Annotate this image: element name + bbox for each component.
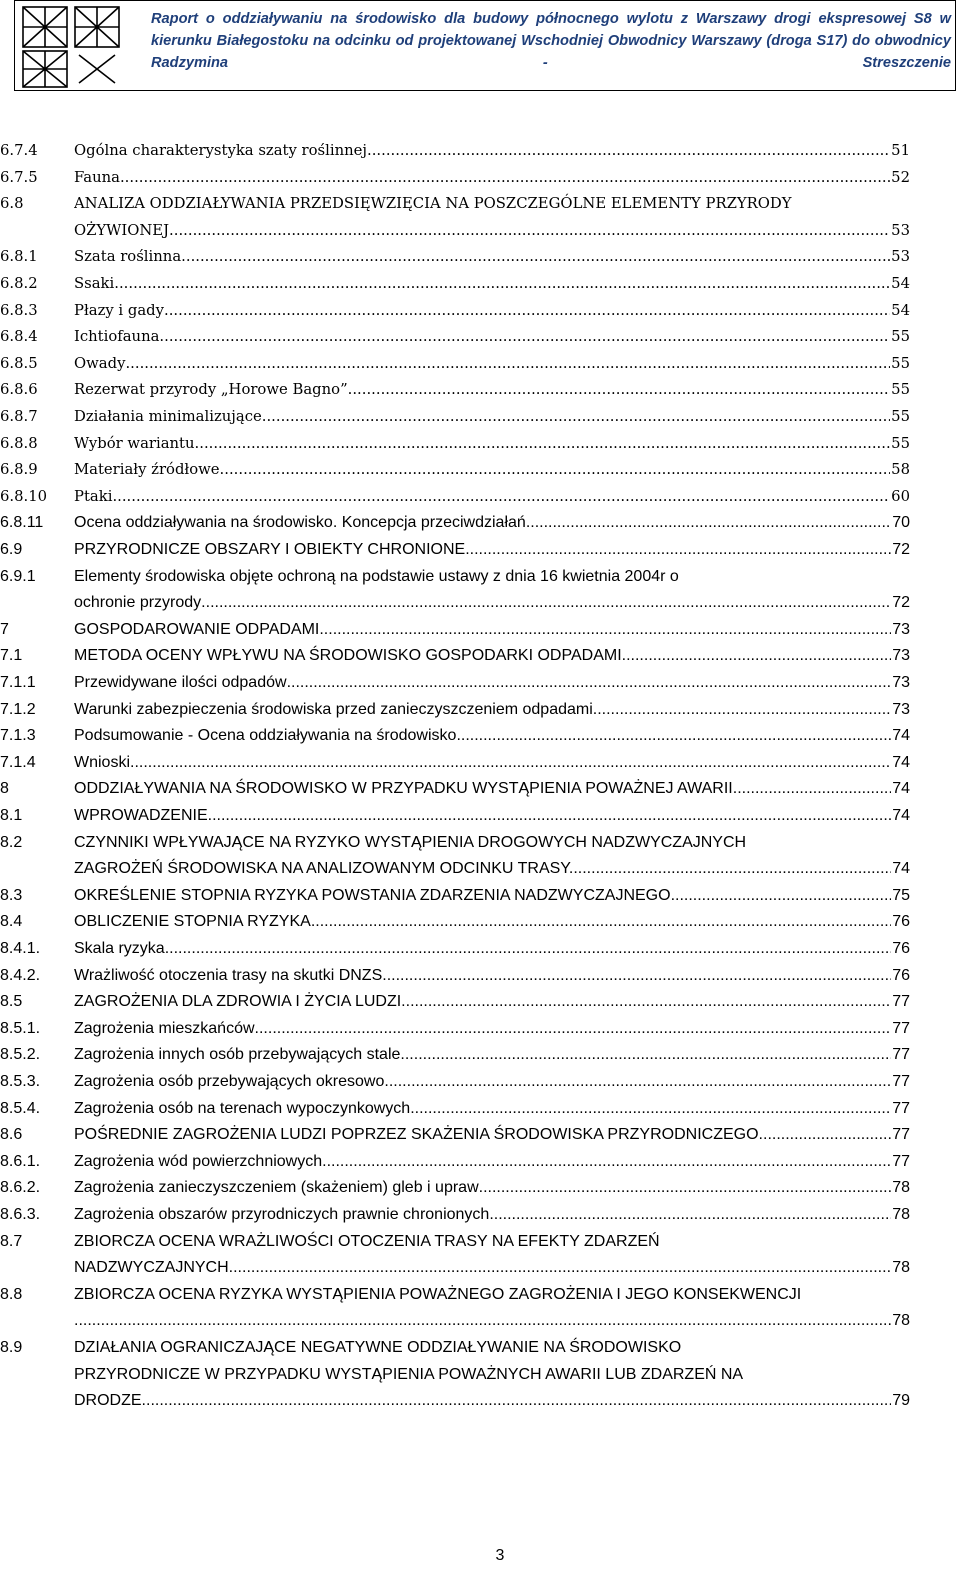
toc-entry-title: POŚREDNIE ZAGROŻENIA LUDZI POPRZEZ SKAŻENIA ŚRODOWISKA PRZYRODNICZEGO <box>74 1126 759 1144</box>
toc-entry[interactable] <box>0 510 960 537</box>
toc-entry-page: 74 <box>892 727 910 745</box>
dot-leader <box>456 723 891 749</box>
toc-entry-title: Ichtiofauna. <box>74 328 165 346</box>
toc-entry[interactable] <box>0 457 960 484</box>
toc-entry-title: Przewidywane ilości odpadów <box>74 674 287 691</box>
toc-entry-number: 8.3 <box>0 886 23 904</box>
toc-entry-leader-line <box>74 1042 910 1068</box>
dot-leader <box>526 510 891 536</box>
toc-entry-number: 7 <box>0 620 9 638</box>
toc-entry-page: 53 <box>891 248 910 266</box>
toc-entry-line <box>74 1282 910 1308</box>
page-header <box>14 0 956 91</box>
toc-entry-line <box>74 564 910 590</box>
toc-entry-number: 6.8.11 <box>0 514 44 532</box>
toc-entry-number: 6.8.5 <box>0 354 38 372</box>
toc-entry-number: 6.7.5 <box>0 168 38 186</box>
toc-entry-number: 6.8.10 <box>0 487 48 505</box>
toc-entry-leader-line <box>74 244 910 270</box>
toc-entry-number: 7.1.1 <box>0 674 36 691</box>
toc-entry-number: 6.8.7 <box>0 408 38 425</box>
toc-entry-title: Płazy i gady <box>74 301 164 319</box>
dot-leader <box>384 1069 891 1095</box>
toc-entry-title: DRODZE. <box>74 1392 146 1410</box>
toc-entry-title: Elementy środowiska objęte ochroną na podstawie ustawy z dnia 16 kwietnia 2004r o <box>74 567 679 585</box>
toc-entry-page: 77 <box>892 1152 910 1170</box>
toc-entry[interactable] <box>0 377 960 404</box>
dot-leader <box>382 963 891 989</box>
toc-entry-page: 77 <box>892 1099 910 1117</box>
toc-entry-leader-line <box>74 1255 910 1281</box>
toc-entry-page: 78 <box>892 1179 910 1197</box>
toc-entry[interactable] <box>0 883 960 910</box>
toc-entry-title: ZBIORCZA OCENA RYZYKA WYSTĄPIENIA POWAŻNEGO ZAGROŻENIA I JEGO KONSEKWENCJI <box>74 1285 802 1303</box>
toc-entry-title: Owady <box>74 354 126 372</box>
toc-entry-leader-line <box>74 1149 910 1175</box>
toc-entry-page: 77 <box>892 1019 910 1037</box>
toc-entry-number: 8.4.1. <box>0 940 41 957</box>
toc-entry-page: 60 <box>891 487 910 505</box>
dot-leader <box>220 457 891 483</box>
toc-entry-number: 6.9 <box>0 541 23 558</box>
toc-entry[interactable] <box>0 165 960 192</box>
dot-leader <box>733 776 891 802</box>
dot-leader <box>593 697 891 723</box>
dot-leader <box>165 936 892 962</box>
toc-entry-title: ZBIORCZA OCENA WRAŻLIWOŚCI OTOCZENIA TRASY NA EFEKTY ZDARZEŃ <box>74 1232 660 1250</box>
toc-entry-leader-line <box>74 856 910 882</box>
toc-entry-leader-line <box>74 484 910 510</box>
toc-entry-title: NADZWYCZAJNYCH. <box>74 1259 234 1277</box>
toc-entry-title: OKREŚLENIE STOPNIA RYZYKA POWSTANIA ZDARZENIA NADZWYCZAJNEGO <box>74 886 671 904</box>
dot-leader <box>287 670 892 696</box>
toc-entry-page: 74 <box>892 807 910 824</box>
dot-leader <box>401 989 891 1015</box>
toc-entry[interactable] <box>0 484 960 511</box>
toc-entry-number: 8 <box>0 780 9 798</box>
toc-entry-title: Zagrożenia innych osób przebywających stale <box>74 1046 401 1064</box>
toc-entry-title: Zagrożenia osób przebywających okresowo <box>74 1073 385 1090</box>
toc-entry[interactable] <box>0 138 960 165</box>
dot-leader <box>255 1016 892 1042</box>
dot-leader <box>410 1096 891 1122</box>
toc-entry-title: ANALIZA ODDZIAŁYWANIA PRZEDSIĘWZIĘCIA NA POSZCZEGÓLNE ELEMENTY PRZYRODY <box>74 195 792 213</box>
dot-leader <box>130 750 891 776</box>
toc-entry-title: ZAGROŻENIA DLA ZDROWIA I ŻYCIA LUDZI <box>74 993 402 1011</box>
toc-entry-title: Zagrożenia zanieczyszczeniem (skażeniem) gleb i upraw <box>74 1179 479 1197</box>
toc-entry-leader-line <box>74 989 910 1015</box>
toc-entry-title: PRZYRODNICZE W PRZYPADKU WYSTĄPIENIA POWAŻNYCH AWARII LUB ZDARZEŃ NA <box>74 1365 744 1383</box>
toc-entry[interactable] <box>0 191 960 244</box>
toc-entry-page: 77 <box>892 993 910 1011</box>
toc-entry-title: METODA OCENY WPŁYWU NA ŚRODOWISKO GOSPODARKI ODPADAMI <box>74 647 622 665</box>
toc-entry-line <box>74 1335 910 1361</box>
toc-entry-page: 77 <box>892 1073 910 1090</box>
dot-leader <box>169 218 890 244</box>
toc-entry-leader-line <box>74 883 910 909</box>
toc-entry-number: 6.8 <box>0 195 24 213</box>
toc-entry-number: 8.6 <box>0 1126 23 1144</box>
toc-entry-title: OŻYWIONEJ <box>74 221 170 239</box>
dot-leader <box>319 617 891 643</box>
dot-leader <box>120 165 890 191</box>
toc-entry-number: 8.2 <box>0 833 23 851</box>
toc-entry-title: Skala ryzyka <box>74 940 165 957</box>
toc-entry-number: 7.1.4 <box>0 753 36 771</box>
toc-entry-page: 54 <box>891 301 910 319</box>
toc-entry-title: WPROWADZENIE <box>74 807 208 824</box>
toc-entry-number: 8.5.3. <box>0 1073 41 1090</box>
toc-entry-page: 75 <box>892 886 910 904</box>
toc-entry-page: 74 <box>892 780 910 798</box>
toc-entry-title: Wrażliwość otoczenia trasy na skutki DNZS <box>74 966 383 984</box>
toc-entry-page: 55 <box>891 328 910 346</box>
toc-entry-line <box>74 191 910 217</box>
toc-entry[interactable] <box>0 564 960 617</box>
toc-entry[interactable] <box>0 963 960 990</box>
toc-entry-page: 77 <box>892 1046 910 1064</box>
toc-entry-number: 8.5.4. <box>0 1099 41 1117</box>
toc-entry-leader-line <box>74 271 910 297</box>
toc-entry-leader-line <box>74 351 910 377</box>
toc-entry-line <box>74 830 910 856</box>
toc-entry-title: Ocena oddziaływania na środowisko. Koncepcja przeciwdziałań <box>74 514 526 532</box>
toc-entry[interactable] <box>0 989 960 1016</box>
toc-entry[interactable] <box>0 1016 960 1043</box>
dot-leader <box>322 1149 891 1175</box>
toc-entry-leader-line <box>74 1308 910 1334</box>
toc-entry-leader-line <box>74 431 910 457</box>
toc-entry[interactable] <box>0 830 960 883</box>
toc-entry-page: 73 <box>892 700 910 718</box>
toc-entry[interactable] <box>0 909 960 936</box>
toc-entry-leader-line <box>74 138 910 164</box>
toc-entry-leader-line <box>74 590 910 616</box>
toc-entry-leader-line <box>74 697 910 723</box>
dot-leader <box>233 1255 891 1281</box>
toc-entry-leader-line <box>74 1175 910 1201</box>
toc-entry-page: 76 <box>892 913 910 931</box>
toc-entry-page: 78 <box>892 1312 910 1330</box>
toc-entry-page: 73 <box>892 647 910 665</box>
dot-leader <box>671 883 892 909</box>
toc-entry-number: 8.8 <box>0 1285 23 1303</box>
toc-entry[interactable] <box>0 1202 960 1229</box>
toc-entry-title: Ptaki <box>74 487 113 505</box>
dot-leader <box>114 271 890 297</box>
toc-entry-line <box>74 1362 910 1388</box>
toc-entry-title: CZYNNIKI WPŁYWAJĄCE NA RYZYKO WYSTĄPIENIA DROGOWYCH NADZWYCZAJNYCH <box>74 833 747 851</box>
dot-leader <box>164 324 890 350</box>
toc-entry[interactable] <box>0 1229 960 1282</box>
dot-leader <box>489 1202 891 1228</box>
toc-entry-number: 8.6.3. <box>0 1206 41 1223</box>
toc-entry-leader-line <box>74 643 910 669</box>
toc-entry[interactable] <box>0 643 960 670</box>
toc-entry-number: 6.7.4 <box>0 142 38 159</box>
toc-entry-number: 8.5.1. <box>0 1019 41 1037</box>
toc-entry[interactable] <box>0 803 960 830</box>
dot-leader <box>573 856 891 882</box>
toc-entry[interactable] <box>0 670 960 697</box>
toc-entry-page: 52 <box>891 168 910 186</box>
toc-entry-title: Szata roślinna. <box>74 248 186 266</box>
toc-entry-leader-line <box>74 377 910 403</box>
toc-entry-page: 55 <box>891 434 910 452</box>
dot-leader <box>367 138 890 164</box>
toc-entry-number: 8.6.2. <box>0 1179 41 1197</box>
dot-leader <box>348 377 891 403</box>
toc-entry[interactable] <box>0 1335 960 1415</box>
dot-leader <box>208 803 892 829</box>
toc-entry-title: Zagrożenia mieszkańców <box>74 1019 255 1037</box>
toc-entry-title: Zagrożenia osób na terenach wypoczynkowych <box>74 1099 411 1117</box>
toc-entry-number: 7.1.3 <box>0 727 36 745</box>
dot-leader <box>759 1122 892 1148</box>
toc-entry-page: 76 <box>892 940 910 957</box>
toc-entry-leader-line <box>74 1202 910 1228</box>
toc-entry[interactable] <box>0 537 960 564</box>
toc-entry-title: GOSPODAROWANIE ODPADAMI <box>74 620 320 638</box>
toc-entry-leader-line <box>74 1096 910 1122</box>
page-number: 3 <box>495 1547 505 1564</box>
toc-entry[interactable] <box>0 1122 960 1149</box>
toc-entry-title: Zagrożenia wód powierzchniowych <box>74 1152 323 1170</box>
toc-entry[interactable] <box>0 1042 960 1069</box>
dot-leader <box>262 404 890 430</box>
toc-entry-leader-line <box>74 750 910 776</box>
toc-entry-page: 55 <box>891 354 910 372</box>
toc-entry-page: 78 <box>892 1206 910 1223</box>
toc-entry-leader-line <box>74 803 910 829</box>
toc-entry-title: OBLICZENIE STOPNIA RYZYKA <box>74 913 311 931</box>
dot-leader <box>74 1308 891 1334</box>
toc-entry-leader-line <box>74 1388 910 1414</box>
toc-entry[interactable] <box>0 1149 960 1176</box>
toc-entry[interactable] <box>0 1282 960 1335</box>
toc-entry-title: DZIAŁANIA OGRANICZAJĄCE NEGATYWNE ODDZIAŁYWANIE NA ŚRODOWISKO <box>74 1339 682 1356</box>
toc-entry-number: 8.7 <box>0 1232 23 1250</box>
toc-entry-title: Fauna <box>74 168 120 186</box>
dot-leader <box>622 643 892 669</box>
toc-entry-leader-line <box>74 537 910 563</box>
toc-entry-leader-line <box>74 324 910 350</box>
toc-entry-page: 73 <box>892 674 910 691</box>
dot-leader <box>164 298 890 324</box>
toc-entry-page: 74 <box>892 753 910 771</box>
toc-entry-number: 6.8.3 <box>0 301 38 319</box>
toc-entry[interactable] <box>0 617 960 644</box>
report-title: Raport o oddziaływaniu na środowisko dla budowy północnego wylotu z Warszawy drogi ekspresowej S8 w kierunku Białegostoku na odcinku od projektowanej Wschodniej Obwodnicy Warszawy (droga S17) do obwodnicy Radzymina - Streszczenie <box>151 11 951 71</box>
toc-entry-page: 79 <box>892 1392 910 1410</box>
toc-entry-line <box>74 1229 910 1255</box>
toc-entry-title: Zagrożenia obszarów przyrodniczych prawnie chronionych <box>74 1206 490 1223</box>
toc-entry-leader-line <box>74 1122 910 1148</box>
toc-entry-number: 7.1 <box>0 647 23 665</box>
toc-entry-number: 6.8.8 <box>0 434 38 452</box>
toc-entry-title: ochronie przyrody <box>74 594 202 612</box>
toc-entry-page: 54 <box>891 275 910 292</box>
dot-leader <box>186 244 890 270</box>
dot-leader <box>479 1175 892 1201</box>
toc-entry-page: 51 <box>891 142 910 159</box>
toc-entry-leader-line <box>74 298 910 324</box>
toc-entry-leader-line <box>74 1016 910 1042</box>
toc-entry[interactable] <box>0 936 960 963</box>
toc-entry-number: 8.1 <box>0 807 23 824</box>
toc-entry-number: 8.4 <box>0 913 23 931</box>
toc-entry-number: 8.9 <box>0 1339 23 1356</box>
dot-leader <box>400 1042 891 1068</box>
toc-entry[interactable] <box>0 750 960 777</box>
toc-entry[interactable] <box>0 1096 960 1123</box>
dot-leader <box>112 484 890 510</box>
toc-entry-page: 77 <box>892 1126 910 1144</box>
dot-leader <box>465 537 891 563</box>
dot-leader <box>201 590 891 616</box>
toc-entry-title: Materiały źródłowe <box>74 461 220 479</box>
toc-entry-page: 72 <box>892 541 910 558</box>
toc-entry[interactable] <box>0 324 960 351</box>
toc-entry-number: 6.8.2 <box>0 275 38 292</box>
toc-entry-leader-line <box>74 936 910 962</box>
toc-entry-page: 74 <box>892 860 910 878</box>
dot-leader <box>125 351 890 377</box>
toc-entry-page: 58 <box>891 461 910 479</box>
toc-entry-leader-line <box>74 909 910 935</box>
toc-entry-page: 55 <box>891 381 910 399</box>
toc-entry-leader-line <box>74 165 910 191</box>
toc-entry-page: 78 <box>892 1259 910 1277</box>
toc-entry[interactable] <box>0 697 960 724</box>
toc-entry-title: Ogólna charakterystyka szaty roślinnej <box>74 142 367 159</box>
toc-entry-number: 8.6.1. <box>0 1152 41 1170</box>
toc-entry-title: Wnioski <box>74 753 131 771</box>
dot-leader <box>311 909 891 935</box>
toc-entry[interactable] <box>0 298 960 325</box>
toc-entry[interactable] <box>0 776 960 803</box>
toc-entry-number: 6.8.1 <box>0 248 38 266</box>
toc-entry-leader-line <box>74 404 910 430</box>
toc-entry[interactable] <box>0 431 960 458</box>
toc-entry-number: 8.5 <box>0 993 23 1011</box>
toc-entry[interactable] <box>0 351 960 378</box>
toc-entry-leader-line <box>74 218 910 244</box>
toc-entry-leader-line <box>74 776 910 802</box>
toc-entry-number: 8.4.2. <box>0 966 41 984</box>
company-logo <box>15 1 137 92</box>
toc-entry[interactable] <box>0 1175 960 1202</box>
toc-entry-title: ODDZIAŁYWANIA NA ŚRODOWISKO W PRZYPADKU WYSTĄPIENIA POWAŻNEJ AWARII <box>74 780 733 798</box>
toc-entry-title: Wybór wariantu <box>74 434 195 452</box>
toc-entry-title: Podsumowanie - Ocena oddziaływania na środowisko <box>74 727 457 745</box>
toc-entry-number: 6.8.6 <box>0 381 38 399</box>
toc-entry-leader-line <box>74 457 910 483</box>
dot-leader <box>146 1388 891 1414</box>
toc-entry-leader-line <box>74 617 910 643</box>
toc-entry-number: 6.8.4 <box>0 328 38 346</box>
toc-entry-page: 76 <box>892 966 910 984</box>
toc-entry-title: Warunki zabezpieczenia środowiska przed zanieczyszczeniem odpadami <box>74 700 593 718</box>
toc-entry-page: 73 <box>892 620 910 638</box>
toc-entry[interactable] <box>0 404 960 431</box>
toc-entry-number: 7.1.2 <box>0 700 36 718</box>
toc-entry-page: 70 <box>892 514 910 532</box>
toc-entry[interactable] <box>0 1069 960 1096</box>
toc-entry-leader-line <box>74 963 910 989</box>
toc-entry-leader-line <box>74 723 910 749</box>
dot-leader <box>195 431 891 457</box>
toc-entry-title: PRZYRODNICZE OBSZARY I OBIEKTY CHRONIONE <box>74 541 466 558</box>
toc-entry-number: 6.9.1 <box>0 567 36 585</box>
toc-entry-page: 55 <box>891 408 910 425</box>
toc-entry-title: Ssaki <box>74 275 115 292</box>
toc-entry[interactable] <box>0 271 960 298</box>
toc-entry-leader-line <box>74 670 910 696</box>
toc-entry-page: 53 <box>891 221 910 239</box>
toc-entry-page: 72 <box>892 594 910 612</box>
toc-entry[interactable] <box>0 244 960 271</box>
toc-entry[interactable] <box>0 723 960 750</box>
toc-entry-leader-line <box>74 1069 910 1095</box>
toc-entry-title: Rezerwat przyrody „Horowe Bagno” <box>74 381 348 399</box>
toc-entry-number: 8.5.2. <box>0 1046 41 1064</box>
toc-entry-number: 6.8.9 <box>0 461 38 479</box>
toc-entry-title: Działania minimalizujące <box>74 408 262 425</box>
toc-entry-leader-line <box>74 510 910 536</box>
toc-entry-title: ZAGROŻEŃ ŚRODOWISKA NA ANALIZOWANYM ODCINKU TRASY. <box>74 860 574 878</box>
